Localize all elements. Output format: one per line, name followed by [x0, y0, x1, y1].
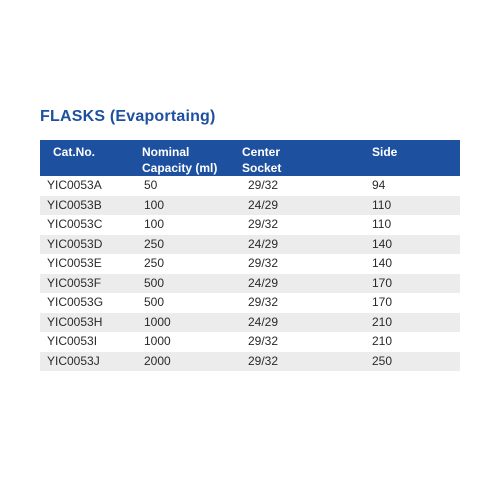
table-row [40, 235, 460, 255]
table-row [40, 196, 460, 216]
flasks-table [40, 140, 460, 371]
cell-socket: 29/32 [248, 334, 279, 348]
cell-socket: 29/32 [230, 352, 322, 372]
header-cat-no [40, 140, 130, 176]
cell-cat-no: YIC0053D [40, 235, 130, 255]
header-side-label: Side [372, 145, 398, 159]
cell-side: 94 [372, 178, 386, 192]
table-body [40, 176, 460, 371]
cell-socket: 29/32 [248, 217, 279, 231]
cell-side: 140 [322, 235, 460, 255]
cell-cat-no: YIC0053E [47, 256, 102, 270]
table-row [40, 313, 460, 333]
cell-capacity: 1000 [130, 313, 230, 333]
cell-socket: 24/29 [230, 313, 322, 333]
cell-capacity: 500 [144, 295, 165, 309]
table-row [40, 215, 460, 235]
header-socket-line1: Center [242, 145, 281, 159]
cell-socket: 24/29 [230, 196, 322, 216]
cell-capacity: 250 [130, 235, 230, 255]
cell-socket: 29/32 [248, 295, 279, 309]
header-capacity [130, 140, 230, 176]
header-capacity-line2: Capacity (ml) [142, 161, 218, 175]
cell-capacity: 250 [144, 256, 165, 270]
cell-capacity: 100 [130, 196, 230, 216]
table-row [40, 254, 460, 274]
cell-side: 170 [322, 274, 460, 294]
header-capacity-line1: Nominal [142, 145, 190, 159]
cell-side: 250 [322, 352, 460, 372]
header-socket [230, 140, 322, 176]
table-row [40, 332, 460, 352]
cell-side: 210 [322, 313, 460, 333]
cell-capacity: 1000 [144, 334, 171, 348]
cell-side: 170 [372, 295, 393, 309]
cell-cat-no: YIC0053H [40, 313, 130, 333]
cell-capacity: 500 [130, 274, 230, 294]
cell-cat-no: YIC0053F [40, 274, 130, 294]
cell-cat-no: YIC0053B [40, 196, 130, 216]
table-row [40, 176, 460, 196]
cell-side: 210 [372, 334, 393, 348]
cell-capacity: 50 [144, 178, 158, 192]
cell-side: 140 [372, 256, 393, 270]
table-row [40, 274, 460, 294]
table-row [40, 293, 460, 313]
cell-cat-no: YIC0053C [47, 217, 103, 231]
cell-cat-no: YIC0053J [40, 352, 130, 372]
cell-socket: 24/29 [230, 235, 322, 255]
cell-side: 110 [322, 196, 460, 216]
cell-cat-no: YIC0053I [47, 334, 98, 348]
header-socket-line2: Socket [242, 161, 282, 175]
cell-capacity: 100 [144, 217, 165, 231]
header-side [322, 140, 460, 176]
cell-side: 110 [372, 217, 392, 231]
cell-socket: 29/32 [248, 178, 279, 192]
cell-socket: 24/29 [230, 274, 322, 294]
table-header [40, 140, 460, 176]
header-cat-no-label: Cat.No. [53, 145, 95, 159]
cell-cat-no: YIC0053G [47, 295, 104, 309]
cell-capacity: 2000 [130, 352, 230, 372]
table-row [40, 352, 460, 372]
cell-socket: 29/32 [248, 256, 279, 270]
header-row [40, 140, 460, 176]
section-title: FLASKS (Evaportaing) [40, 108, 216, 125]
cell-cat-no: YIC0053A [47, 178, 102, 192]
flasks-table-container [40, 140, 460, 371]
